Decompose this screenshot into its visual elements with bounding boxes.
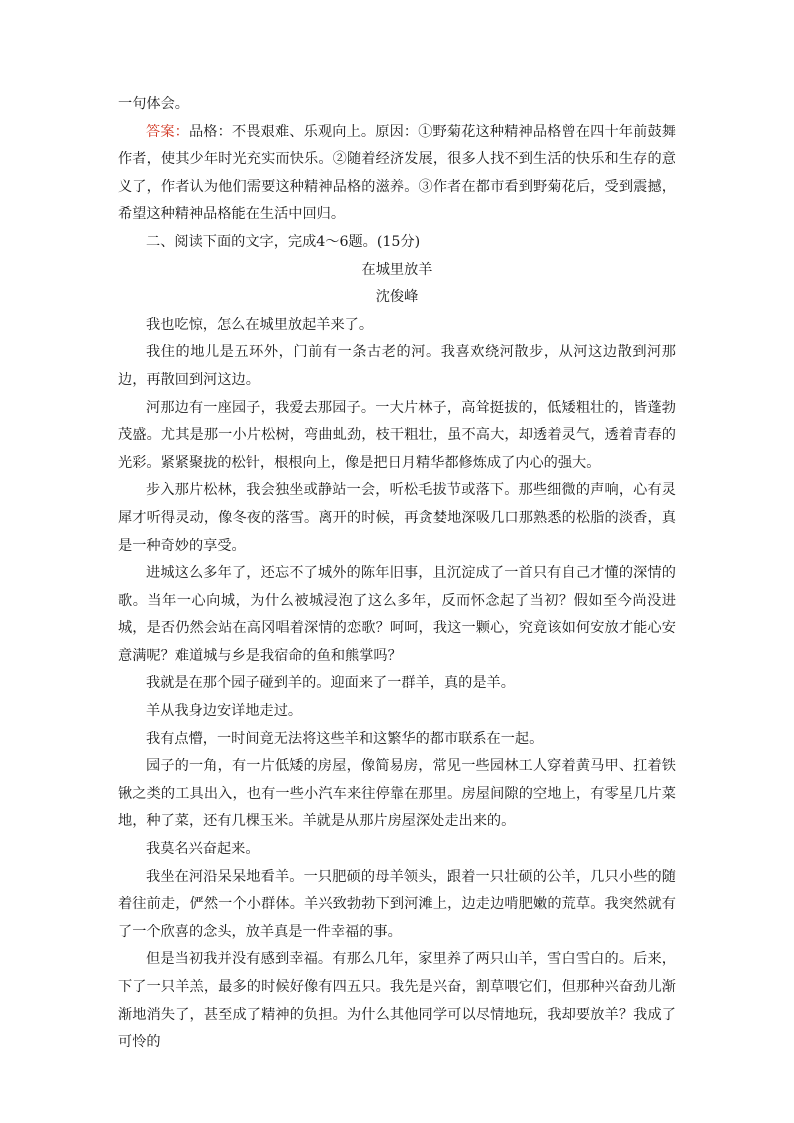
paragraph: 我就是在那个园子碰到羊的。迎面来了一群羊，真的是羊。 (146, 675, 515, 692)
paragraph: 我有点懵，一时间竟无法将这些羊和这繁华的都市联系在一起。 (146, 730, 544, 747)
previous-answer-tail: 一句体会。 (118, 96, 189, 112)
paragraph: 我坐在河沿呆呆地看羊。一只肥硕的母羊领头，跟着一只壮硕的公羊，几只小些的随着往前走，俨然一个小群体。羊兴致勃勃下到河滩上，边走边啃肥嫩的荒草。我突然就有了一个欣喜的念头，放羊真是一件幸福的事。 (118, 868, 676, 940)
paragraph: 我也吃惊，怎么在城里放起羊来了。 (146, 316, 374, 333)
paragraph: 河那边有一座园子，我爱去那园子。一大片林子，高耸挺拔的，低矮粗壮的，皆蓬勃茂盛。尤其是那一小片松树，弯曲虬劲，枝干粗壮，虽不高大，却透着灵气，透着青春的光彩。紧紧聚拢的松针，根根向上，像是把日月精华都修炼成了内心的强大。 (118, 399, 676, 471)
paragraph: 我住的地儿是五环外，门前有一条古老的河。我喜欢绕河散步，从河这边散到河那边，再散回到河这边。 (118, 344, 676, 388)
paragraph: 步入那片松林，我会独坐或静站一会，听松毛拔节或落下。那些细微的声响，心有灵犀才听得灵动，像冬夜的落雪。离开的时候，再贪婪地深吸几口那熟悉的松脂的淡香，真是一种奇妙的享受。 (118, 482, 676, 554)
paragraph: 羊从我身边安详地走过。 (146, 703, 303, 720)
paragraph: 进城这么多年了，还忘不了城外的陈年旧事，且沉淀成了一首只有自己才懂的深情的歌。当年一心向城，为什么被城浸泡了这么多年，反而怀念起了当初？假如至今尚没进城，是否仍然会站在高冈唱着深情的恋歌？呵呵，我这一颗心，究竟该如何安放才能心安意满呢？难道城与乡是我宿命的鱼和熊掌吗？ (118, 565, 676, 664)
answer-label: 答案： (146, 123, 189, 140)
document-page (118, 91, 676, 1057)
article-title: 在城里放羊 (361, 261, 433, 278)
paragraph: 我莫名兴奋起来。 (146, 841, 260, 858)
paragraph: 园子的一角，有一片低矮的房屋，像简易房，常见一些园林工人穿着黄马甲、扛着铁锹之类的工具出入，也有一些小汽车来往停靠在那里。房屋间隙的空地上，有零星几片菜地，种了菜，还有几棵玉米。羊就是从那片房屋深处走出来的。 (118, 758, 676, 830)
answer-block (118, 119, 676, 229)
answer-text: 品格：不畏艰难、乐观向上。原因：①野菊花这种精神品格曾在四十年前鼓舞作者，使其少年时光充实而快乐。②随着经济发展，很多人找不到生活的快乐和生存的意义了，作者认为他们需要这种精神品格的滋养。③作者在都市看到野菊花后，受到震撼，希望这种精神品格能在生活中回归。 (118, 123, 676, 223)
section-heading: 二、阅读下面的文字，完成4～6题。(15分) (146, 233, 421, 250)
article-author: 沈俊峰 (375, 289, 419, 306)
paragraph: 但是当初我并没有感到幸福。有那么几年，家里养了两只山羊，雪白雪白的。后来，下了一只羊羔，最多的时候好像有四五只。我先是兴奋，割草喂它们，但那种兴奋劲儿渐渐地消失了，甚至成了精神的负担。为什么其他同学可以尽情地玩，我却要放羊？我成了可怜的 (118, 951, 676, 1051)
